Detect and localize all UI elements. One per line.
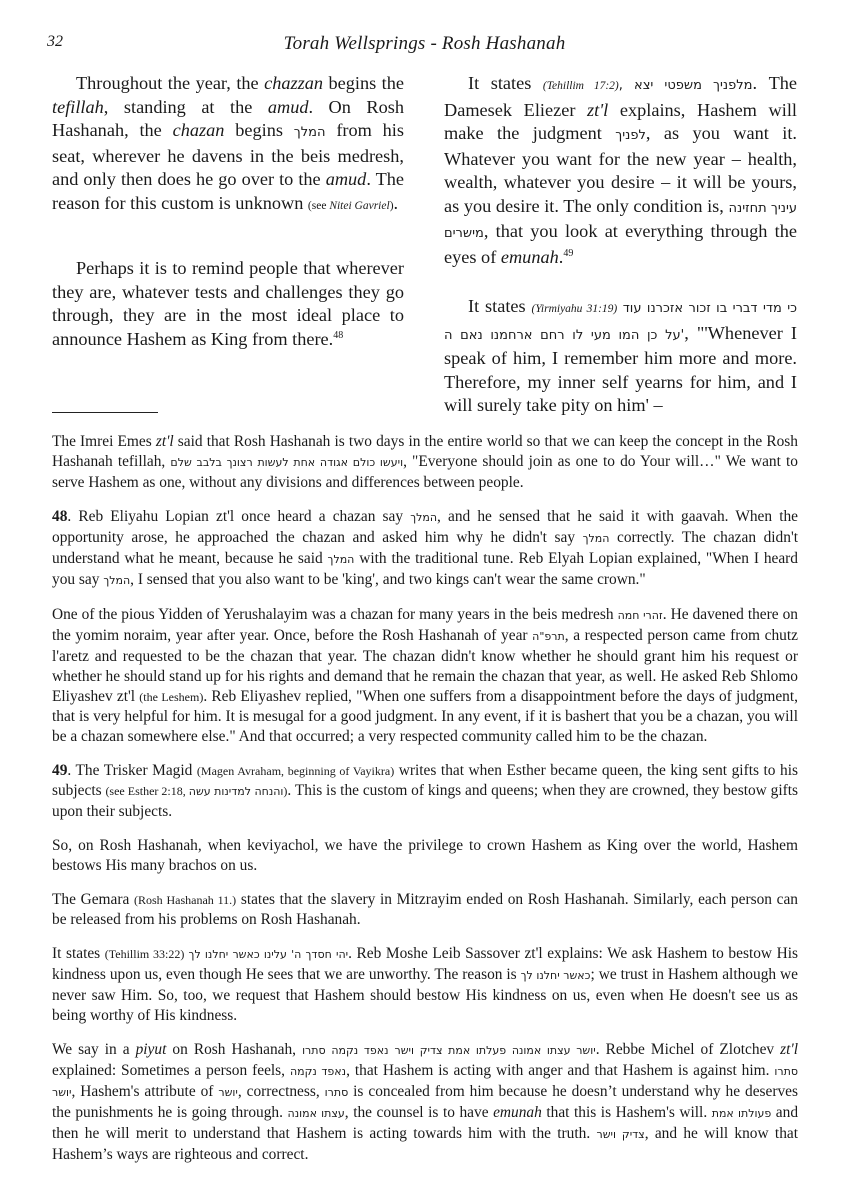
footnote-ref: 49	[563, 247, 574, 259]
hebrew-text: עיניך תחזינה מישרים	[444, 200, 797, 241]
footnote-ref: 48	[333, 329, 344, 341]
hebrew-text: המלך	[293, 125, 326, 140]
hebrew-text: ויעשו כולם אגודה אחת לעשות רצונך בלבב שלם	[170, 456, 404, 469]
hebrew-text: , מלפניך משפטי יצא	[618, 78, 753, 93]
running-title: Torah Wellsprings - Rosh Hashanah	[283, 33, 566, 54]
footnote: It states (Tehillim 33:22) יהי חסדך ה' עלינו כאשר יחלנו לך. Reb Moshe Leib Sassover zt'l explains: We ask Hashem to bestow His kindness upon us, even though He sees that we are unworthy. The reason is כאשר יחלנו לך; we trust in Hashem although we never saw Him. So, too, we request that Hashem should bestow His kindness on us, even when He doesn't see us as being worthy of His kindness.	[52, 945, 798, 1024]
paragraph: Throughout the year, the chazzan begins the tefillah, standing at the amud. On Rosh Hashanah, the chazan begins המלך from his seat, wherever he davens in the beis medresh, and only then does he go over to the amud. The reason for this custom is unknown (see Nitei Gavriel).	[52, 73, 405, 213]
footnote: The Imrei Emes zt'l said that Rosh Hashanah is two days in the entire world so that we can keep the concept in the Rosh Hashanah tefillah, ויעשו כולם אגודה אחת לעשות רצונך בלבב שלם, "Everyone should join as one to do Your will…" We want to serve Hashem as one, without any divisions and differences between people.	[52, 433, 798, 491]
footnote: So, on Rosh Hashanah, when keviyachol, we have the privilege to crown Hashem as King over the world, Hashem bestows His many brachos on us.	[52, 837, 798, 874]
hebrew-text: כי מדי דברי בו זכור אזכרנו עוד על כן המו מעי לו רחם ארחמנו נאם ה'	[444, 301, 797, 343]
left-column	[52, 72, 404, 351]
running-header	[0, 33, 849, 57]
footnote-49: 49. The Trisker Magid (Magen Avraham, beginning of Vayikra) writes that when Esther became queen, the king sent gifts to his subjects (see Esther 2:18, והנחה למדינות עשה). This is the custom of kings and queens; when they are crowned, they bestow gifts upon their subjects.	[52, 762, 798, 820]
paragraph: It states (Tehillim 17:2), מלפניך משפטי יצא. The Damesek Eliezer zt'l explains, Hashem will make the judgment לפניך, as you want it. Whatever you want for the new year – health, wealth, whatever you desire – it will be yours, as you desire it. The only condition is, עיניך תחזינה מישרים, that you look at everything through the eyes of emunah.$^{49}$	[444, 73, 797, 267]
right-column	[444, 72, 797, 418]
hebrew-text: לפניך	[615, 128, 646, 143]
footnote: We say in a piyut on Rosh Hashanah, יושר עצתו אמונה פעלתו אמת צדיק וישר נאפד נקמה סתרו . Rebbe Michel of Zlotchev zt'l explained: Sometimes a person feels, נאפד נקמה, that Hashem is acting with anger and that Hashem is against him. סתרו יושר, Hashem's attribute of יושר, correctness, סתרו is concealed from him because he doesn’t understand why he deserves the punishments he is going through. עצתו אמונה, the counsel is to have emunah that this is Hashem's will. פעולתו אמת and then he will merit to understand that Hashem is acting towards him with the truth. צדיק וישר, and he will know that Hashem’s ways are righteous and correct.	[52, 1041, 799, 1163]
footnote-divider	[52, 412, 158, 413]
page-number: 32	[47, 33, 63, 50]
paragraph: It states (Yirmiyahu 31:19) כי מדי דברי בו זכור אזכרנו עוד על כן המו מעי לו רחם ארחמנו נאם ה', "'Whenever I speak of him, I remember him more and more. Therefore, my inner self yearns for him, and I will surely take pity on him' –	[444, 296, 797, 415]
paragraph: Perhaps it is to remind people that wherever they are, whatever tests and challenges they go through, they are in the most ideal place to announce Hashem as King from there.$^{48}$	[52, 258, 404, 349]
footnote: The Gemara (Rosh Hashanah 11.) states that the slavery in Mitzrayim ended on Rosh Hashanah. Similarly, each person can be released from his problems on Rosh Hashanah.	[52, 891, 798, 928]
footnotes	[52, 432, 798, 1179]
footnote: One of the pious Yidden of Yerushalayim was a chazan for many years in the beis medresh זהרי חמה. He davened there on the yomim noraim, year after year. Once, before the Rosh Hashanah of year תרפ"ה, a respected person came from chutz l'aretz and requested to be the chazan that year. The chazan didn't know whether he should grant him his request or whether he should stand up for his rights and demand that he remain the chazan that year, as well. He asked Reb Shlomo Eliyashev zt'l (the Leshem). Reb Eliyashev replied, "When one suffers from a disappointment before the days of judgment, that is very helpful for him. It is mesugal for a good judgment. In any event, if it is bashert that you be a chazan, you will be a chazan somewhere else." And that occurred; a very respected community called him to be the chazan.	[52, 606, 799, 745]
footnote-48: 48. Reb Eliyahu Lopian zt'l once heard a chazan say המלך, and he sensed that he said it with gaavah. When the opportunity arose, he approached the chazan and asked him why he didn't say המלך correctly. The chazan didn't understand what he meant, because he said המלך with the traditional tune. Reb Elyah Lopian explained, "When I heard you say המלך, I sensed that you also want to be 'king', and two kings can't wear the same crown."	[52, 508, 799, 588]
